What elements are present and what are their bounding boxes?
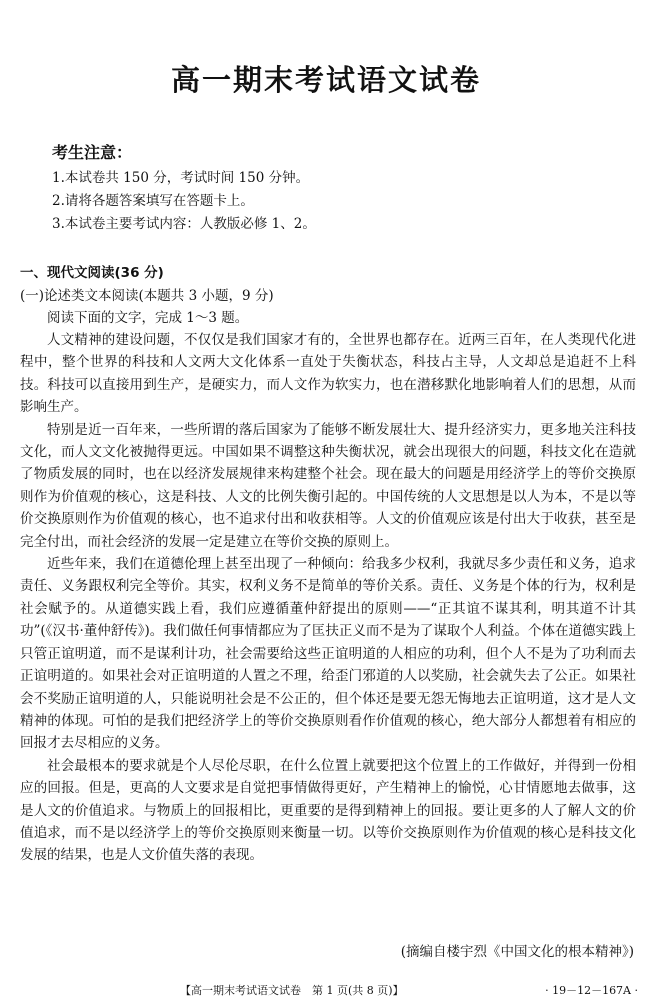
- footer-page-label: 【高一期末考试语文试卷 第 1 页(共 8 页)】: [180, 984, 404, 997]
- section-heading: 一、现代文阅读(36 分): [20, 265, 164, 281]
- passage-paragraph-3: 近些年来，我们在道德伦理上甚至出现了一种倾向：给我多少权利，我就尽多少责任和义务，追求责任、义务跟权利完全等价。其实，权利义务不是简单的等价关系。责任、义务是个体的行为，权利是社会赋予的。从道德实践上看，我们应遵循董仲舒提出的原则——“正其谊不谋其利，明其道不计其功”(《汉书·董仲舒传》)。我们做任何事情都应为了匡扶正义而不是为了谋取个人利益。个体在道德实践上只管正谊明道，而不是谋利计功，社会需要给这些正谊明道的人相应的功利，但个人不是为了功利而去正谊明道的。如果社会对正谊明道的人置之不理，给歪门邪道的人以奖励，社会就失去了公正。如果社会不奖励正谊明道的人，只能说明社会是不公正的，但个体还是要无怨无悔地去正谊明道，这才是人文精神的体现。可怕的是我们把经济学上的等价交换原则看作价值观的核心，绝大部分人都想着有相应的回报才去尽相应的义务。: [20, 556, 636, 752]
- notice-item-1: 1.本试卷共 150 分，考试时间 150 分钟。: [52, 170, 310, 186]
- notice-heading: 考生注意：: [52, 143, 133, 162]
- exam-title: 高一期末考试语文试卷: [170, 63, 481, 97]
- passage-body: [20, 329, 636, 867]
- passage-source: (摘编自楼宇烈《中国文化的根本精神》): [400, 944, 634, 960]
- section-instruction: 阅读下面的文字，完成 1～3 题。: [47, 310, 249, 326]
- notice-item-3: 3.本试卷主要考试内容：人教版必修 1、2。: [52, 216, 316, 232]
- section-subheading: (一)论述类文本阅读(本题共 3 小题，9 分): [20, 288, 274, 304]
- footer-code: · 19－12－167A ·: [545, 984, 638, 997]
- passage-paragraph-2: 特别是近一百年来，一些所谓的落后国家为了能够不断发展壮大、提升经济实力，更多地关注科技文化，而人文文化被抛得更远。中国如果不调整这种失衡状况，就会出现很大的问题，科技文化在造就了物质发展的同时，也在以经济发展规律来构建整个社会。现在最大的问题是用经济学上的等价交换原则作为价值观的核心，这是科技、人文的比例失衡引起的。中国传统的人文思想是以人为本，不是以等价交换原则作为价值观的核心，也不追求付出和收获相等。人文的价值观应该是付出大于收获，甚至是完全付出，而社会经济的发展一定是建立在等价交换的原则上。: [20, 421, 636, 550]
- notice-item-2: 2.请将各题答案填写在答题卡上。: [52, 193, 254, 209]
- passage-paragraph-1: 人文精神的建设问题，不仅仅是我们国家才有的，全世界也都存在。近两三百年，在人类现代化进程中，整个世界的科技和人文两大文化体系一直处于失衡状态，科技占主导，人文却总是追赶不上科技。科技可以直接用到生产，是硬实力，而人文作为软实力，也在潜移默化地影响着人们的思想，从而影响生产。: [20, 332, 636, 416]
- passage-paragraph-4: 社会最根本的要求就是个人尽伦尽职，在什么位置上就要把这个位置上的工作做好，并得到一份相应的回报。但是，更高的人文要求是自觉把事情做得更好，产生精神上的愉悦，心甘情愿地去做事，这是人文的价值追求。与物质上的回报相比，更重要的是得到精神上的回报。要让更多的人了解人文的价值追求，而不是以经济学上的等价交换原则来衡量一切。以等价交换原则作为价值观的核心是科技文化发展的结果，也是人文价值失落的表现。: [20, 757, 636, 864]
